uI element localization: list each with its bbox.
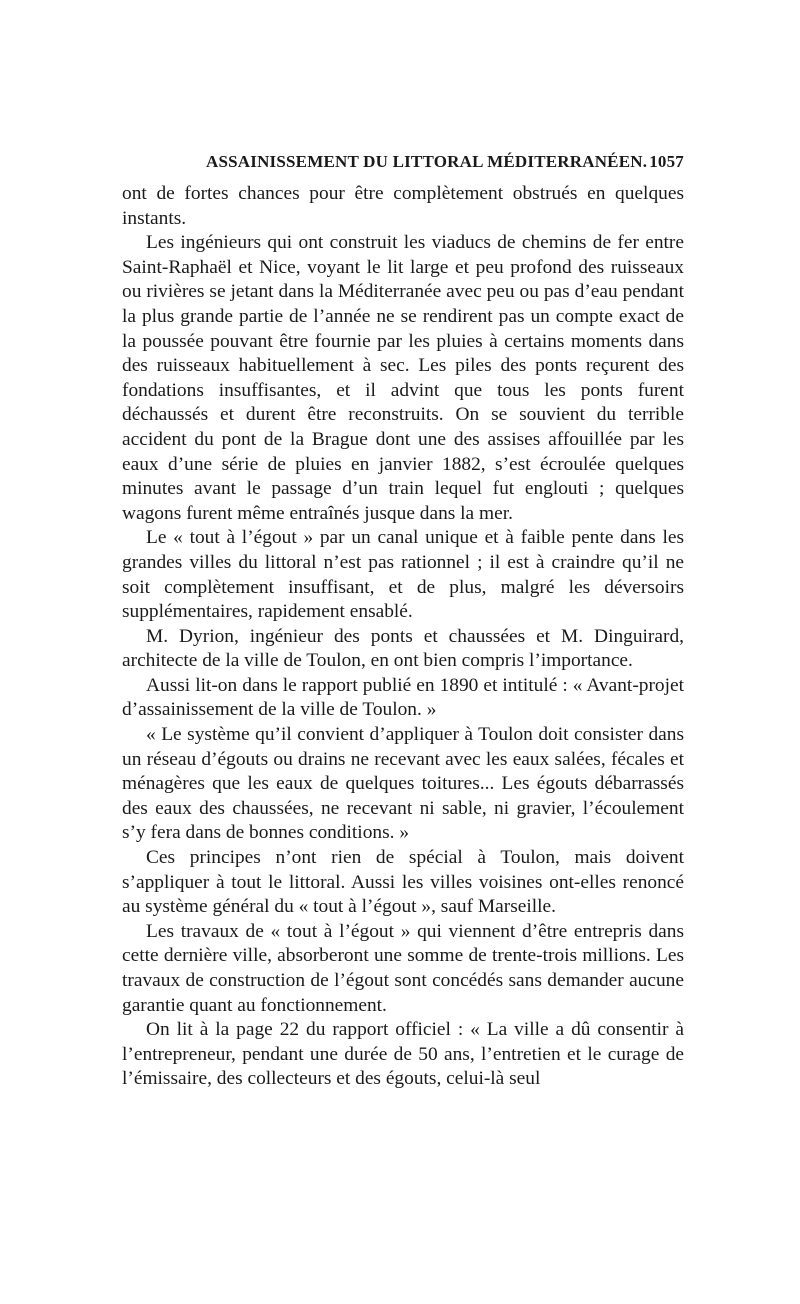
running-header (122, 152, 684, 178)
paragraph: On lit à la page 22 du rapport officiel : « La ville a dû consentir à l’entrepreneur, pendant une durée de 50 ans, l’entretien et le curage de l’émissaire, des collecteurs et des égouts, celui-là seul (122, 1019, 684, 1090)
paragraph: Aussi lit-on dans le rapport publié en 1890 et intitulé : « Avant-projet d’assainissement de la ville de Toulon. » (122, 674, 684, 721)
paragraph: Les ingénieurs qui ont construit les viaducs de chemins de fer entre Saint-Raphaël et Nice, voyant le lit large et peu profond des ruisseaux ou rivières se jetant dans la Méditerranée avec peu ou pas d’eau pendant la plus grande partie de l’année ne se rendirent pas un compte exact de la poussée pouvant être fournie par les pluies à certains moments dans des ruisseaux habituellement à sec. Les piles des ponts reçurent des fondations insuffisantes, et il advint que tous les ponts furent déchaussés et durent être reconstruits. On se souvient du terrible accident du pont de la Brague dont une des assises affouillée par les eaux d’une série de pluies en janvier 1882, s’est écroulée quelques minutes avant le passage d’un train lequel fut englouti ; quelques wagons furent même entraînés jusque dans la mer. (122, 232, 684, 524)
page-number: 1057 (649, 152, 684, 171)
paragraph: M. Dyrion, ingénieur des ponts et chaussées et M. Dinguirard, architecte de la ville de Toulon, en ont bien compris l’importance. (122, 625, 684, 672)
body-text (122, 182, 684, 1092)
paragraph: Ces principes n’ont rien de spécial à Toulon, mais doivent s’appliquer à tout le littoral. Aussi les villes voisines ont-elles renoncé au système général du « tout à l’égout », sauf Marseille. (122, 847, 684, 918)
running-title: ASSAINISSEMENT DU LITTORAL MÉDITERRANÉEN. (206, 152, 648, 171)
paragraph: Les travaux de « tout à l’égout » qui viennent d’être entrepris dans cette dernière ville, absorberont une somme de trente-trois millions. Les travaux de construction de l’égout sont concédés sans demander aucune garantie quant au fonctionnement. (122, 920, 684, 1016)
paragraph: ont de fortes chances pour être complètement obstrués en quelques instants. (122, 183, 684, 229)
paragraph: Le « tout à l’égout » par un canal unique et à faible pente dans les grandes villes du littoral n’est pas rationnel ; il est à craindre qu’il ne soit complètement insuffisant, et de plus, malgré les déversoirs supplémentaires, rapidement ensablé. (122, 527, 684, 623)
paragraph: « Le système qu’il convient d’appliquer à Toulon doit consister dans un réseau d’égouts ou drains ne recevant avec les eaux salées, fécales et ménagères que les eaux de quelques toitures... Les égouts débarrassés des eaux des chaussées, ne recevant ni sable, ni gravier, l’écoulement s’y fera dans de bonnes conditions. » (122, 724, 684, 844)
